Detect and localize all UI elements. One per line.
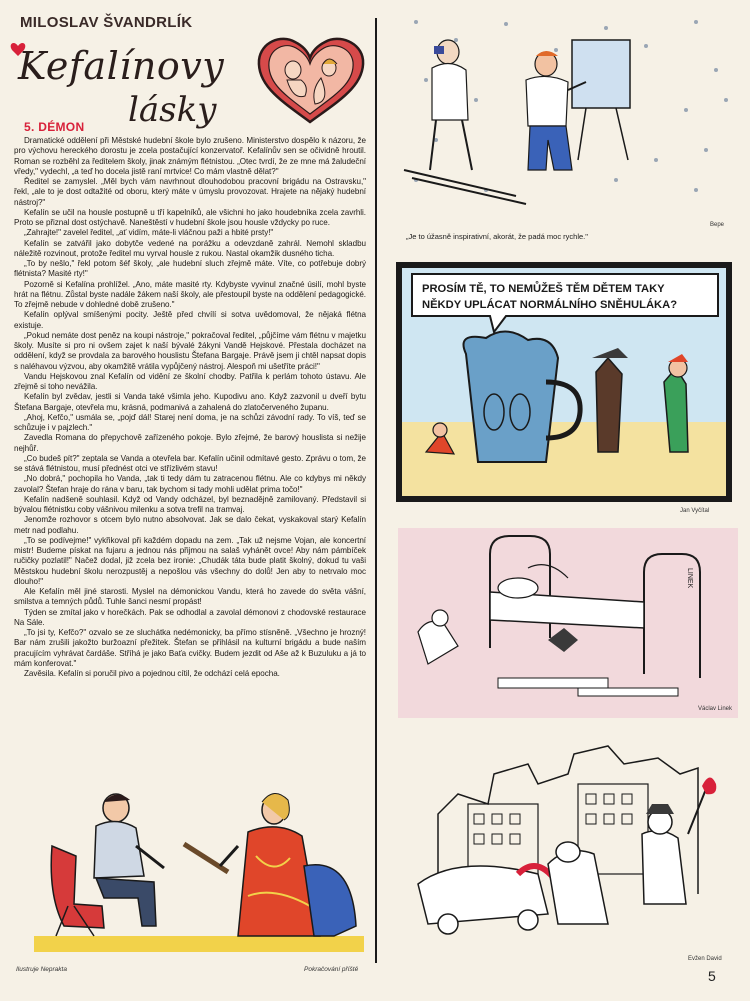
cartoon-skier-painter [396, 10, 732, 216]
article-paragraph: „Ahoj, Kefčo," usmála se, „pojď dál! Starej není doma, je na schůzi závodní rady. To víš, teď se schůzuje i v pajzlech." [14, 412, 366, 432]
flute-couple-illustration [34, 786, 364, 958]
cartoon-snowman-mug [396, 262, 732, 502]
speech-bubble-line-2: NĚKDY UPLÁCAT NORMÁLNÍHO SNĚHULÁKA? [422, 299, 678, 311]
linek-signature: LINEK [686, 568, 693, 589]
cartoon-1-author: Bepe [710, 222, 725, 228]
page-number: 5 [708, 968, 716, 984]
heart-illustration [253, 30, 368, 130]
article-paragraph: Pozorně si Kefalína prohlížel. „Ano, máte masité rty. Kdybyste vyvinul značné úsilí, mohl byste hrát na flétnu. Zůstal byste nadále žákem naší školy, ale přestoupil byste na oddělení pedagogické. To zřejmě nebude v dohledné době zrušeno." [14, 279, 366, 309]
episode-label: 5. DÉMON [24, 120, 85, 134]
article-paragraph: „Pokud nemáte dost peněz na koupi nástroje," pokračoval ředitel, „půjčíme vám flétnu v majetku školy. Musíte si pro ni ovšem zajet k naší bývalé žákyni Vandě Hejskové. Přestala docházet na oddělení, když se provdala za barového houslistu Štefana Bargaje. Právě jsem ji chtěl napsat dopis s naléhavou výzvou, aby okamžitě vrátila vypůjčený nástroj. Alespoň mi ušetříte práci!" [14, 330, 366, 371]
article-paragraph: Zavedla Romana do přepychově zařízeného pokoje. Bylo zřejmé, že barový houslista si nežije nejhůř. [14, 433, 366, 453]
article-paragraph: Týden se zmítal jako v horečkách. Pak se odhodlal a zavolal démonovi z chodovské restaurace Na Sále. [14, 607, 366, 627]
column-divider [375, 18, 377, 963]
cartoon-2-author: Jan Vyčítal [680, 508, 710, 514]
article-paragraph: „No dobrá," pochopila ho Vanda, „tak ti tedy dám tu zatracenou flétnu. Ale co kdybys mi někdy zavolal? Štefan hraje do rána v baru, tak bychom si tady mohli udělat prima točo!" [14, 474, 366, 494]
article-body [14, 136, 366, 781]
article-paragraph: „Co budeš pít?" zeptala se Vanda a otevřela bar. Kefalín učinil odmítavé gesto. Zprávu o tom, že se stává flétnistou, musí přednést otci ve střízlivém stavu! [14, 453, 366, 473]
cartoon-column [388, 0, 750, 1001]
article-paragraph: Ředitel se zamyslel. „Měl bych vám navrhnout dlouhodobou pracovní brigádu na Ostravsku," řekl, „ale to je dost odtažité od oboru, který máte v úmyslu provozovat. Hrajete na nějaký hudební nástroj?" [14, 177, 366, 207]
cartoon-1-caption: „Je to úžasně inspirativní, akorát, že padá moc rychle." [406, 232, 588, 241]
article-paragraph: Kefalín se zatvářil jako dobytče vedené na porážku a odevzdaně zahrál. Nemohl skladbu náležitě rozvinout, protože ředitel mu vyrval housle z rukou. Nastal okamžik dusného ticha. [14, 238, 366, 258]
author-name: MILOSLAV ŠVANDRLÍK [20, 14, 193, 31]
article-paragraph: Kefalín oplýval smíšenými pocity. Ještě před chvílí si sotva uvědomoval, že nějaká flétna existuje. [14, 310, 366, 330]
cartoon-city-ruins [398, 734, 738, 952]
article-paragraph: Kefalín byl zvědav, jestli si Vanda také všimla jeho. Kupodivu ano. Když zazvonil u dveří bytu Štefana Bargaje, otevřela mu, krásná, podmanivá a zahalená do zlatočerveného županu. [14, 392, 366, 412]
article-paragraph: Ale Kefalín měl jiné starosti. Myslel na démonickou Vandu, která ho zavede do světa vášní, smilstva a temných půdů. Tuhle šanci nesmí propást! [14, 587, 366, 607]
article-paragraph: Vandu Hejskovou znal Kefalín od vidění ze školní chodby. Patřila k perlám tohoto ústavu. Ale zřejmě si toho nevážila. [14, 371, 366, 391]
article-paragraph: „To by nešlo," řekl potom šéf školy, „ale hudební sluch zřejmě máte. Víte, co potřebuje dobrý flétnista? Masité rty!" [14, 259, 366, 279]
cartoon-hospital-bed [398, 528, 738, 718]
article-paragraph: Jenomže rozhovor s otcem bylo nutno absolvovat. Jak se dalo čekat, vyskakoval starý Kefalín metr nad podlahu. [14, 515, 366, 535]
article-paragraph: Zavěsila. Kefalín si poručil pivo a pojednou cítil, že odchází celá epocha. [24, 669, 280, 678]
continued-note: Pokračování příště [304, 966, 359, 973]
article-paragraph: Kefalín se učil na housle postupně u tří kapelníků, ale všichni ho jako houdebníka zcela zavrhli. Proto se přiznal dost ostýchavě. Naneštěstí v hudební škole jsou housle vždycky po ruce. [14, 207, 366, 227]
article-paragraph: „Zahrajte!" zavelel ředitel, „ať vidím, máte-li vláčnou paži a hbité prsty!" [24, 228, 274, 238]
article-paragraph: „To se podívejme!" vykřikoval při každém dopadu na zem. „Tak už nejsme Vojan, ale koncertní mistr! Budeme pískat na fujaru a jednou nás přijmou na salaš vyhánět ovce! Aby nám pámbíček ručičky pozlatil!" Načež dodal, již zcela bez ironie: „Chudák táta bude platit školný, dokud tu vaši Městskou hudební školu nerozpustěj a nepošlou vás všechny do dolů! Jen aby to netrvalo moc dlouho!" [14, 535, 366, 586]
article-paragraph: Kefalín nadšeně souhlasil. Když od Vandy odcházel, byl beznadějně zamilovaný. Představil si bývalou flétnistku coby vášnivou milenku a sotva trefil na tramvaj. [14, 494, 366, 514]
article-column [8, 8, 370, 993]
article-paragraph: „To jsi ty, Kefčo?" ozvalo se ze sluchátka nedémonicky, ba přímo stísněně. „Všechno je hrozný! Bar nám zrušili jakožto buržoazní přežitek. Štefan se přihlásil na kulturní brigádu a bude naším pracujícím vyhrávat čardáše. Stříhá je jako Baťa cvičky. Budem jezdit od Aše až k Buzuluku a já to mám konferovat." [14, 628, 366, 668]
article-title [8, 38, 248, 138]
cartoon-3-author: Václav Linek [698, 706, 733, 712]
title-line-1: Kefalínovy [18, 44, 225, 88]
cartoon-4-author: Evžen David [688, 956, 722, 962]
article-paragraph: Dramatické oddělení při Městské hudební škole bylo zrušeno. Ministerstvo dospělo k názoru, že pro výchovu hereckého dorostu je zcela postačující konzervatoř. Kefalínův sen se očividně hroutil. Roman se rozběhl za ředitelem školy, jinak známým flétnistou. „Otec tvrdí, že ze mne má žaludeční vředy," vydechl, „a teď ho docela jistě raní mrtvice! Co mám vlastně dělat?" [14, 136, 366, 176]
speech-bubble-line-1: PROSÍM TĚ, TO NEMŮŽEŠ TĚM DĚTEM TAKY [422, 283, 665, 295]
title-line-2: lásky [128, 90, 217, 130]
illustrator-credit: Ilustruje Neprakta [16, 966, 67, 973]
